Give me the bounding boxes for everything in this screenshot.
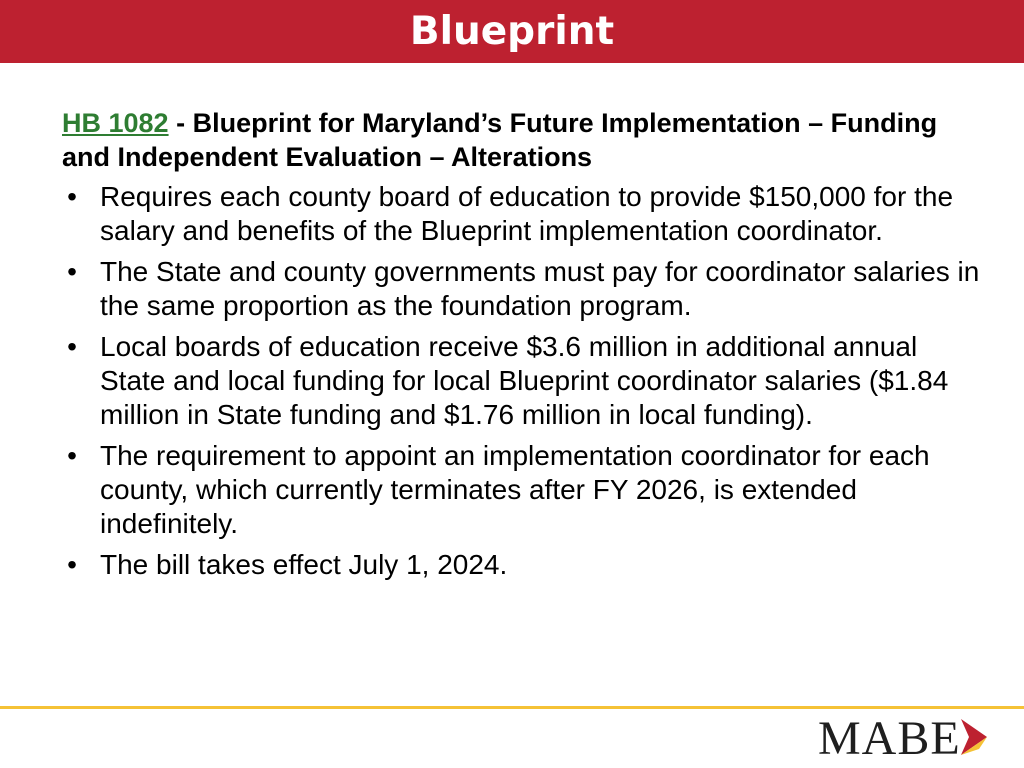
title-bar bbox=[0, 0, 1024, 63]
bullet-dot-icon: • bbox=[67, 440, 77, 471]
bullet-dot-icon: • bbox=[67, 331, 77, 362]
bullet-list bbox=[62, 180, 982, 582]
bullet-text: Requires each county board of education to provide $150,000 for the salary and benefits of the Blueprint implementation coordinator. bbox=[100, 181, 954, 246]
bullet-item bbox=[62, 180, 982, 248]
bullet-text: The State and county governments must pay for coordinator salaries in the same proportion as the foundation program. bbox=[100, 256, 980, 321]
bullet-text: The requirement to appoint an implementation coordinator for each county, which currently terminates after FY 2026, is extended indefinitely. bbox=[100, 440, 930, 539]
bill-link[interactable]: HB 1082 bbox=[62, 108, 169, 138]
bullet-dot-icon: • bbox=[67, 549, 77, 580]
slide-content bbox=[62, 106, 982, 589]
slide-title: Blueprint bbox=[409, 9, 615, 54]
bullet-dot-icon: • bbox=[67, 256, 77, 287]
bullet-item bbox=[62, 548, 982, 582]
footer-divider bbox=[0, 706, 1024, 709]
bill-title: - Blueprint for Maryland’s Future Implementation – Funding and Independent Evaluation – Alterations bbox=[62, 108, 938, 172]
mabe-arrow-icon bbox=[959, 717, 989, 761]
mabe-logo bbox=[818, 714, 1008, 764]
bullet-item bbox=[62, 255, 982, 323]
bullet-text: The bill takes effect July 1, 2024. bbox=[100, 549, 508, 580]
bullet-dot-icon: • bbox=[67, 181, 77, 212]
bullet-item bbox=[62, 330, 982, 432]
bullet-text: Local boards of education receive $3.6 million in additional annual State and local funding for local Blueprint coordinator salaries ($1.84 million in State funding and $1.76 million in local funding). bbox=[100, 331, 949, 430]
bullet-item bbox=[62, 439, 982, 541]
logo-text: MABE bbox=[818, 712, 961, 765]
bill-heading bbox=[62, 106, 982, 174]
